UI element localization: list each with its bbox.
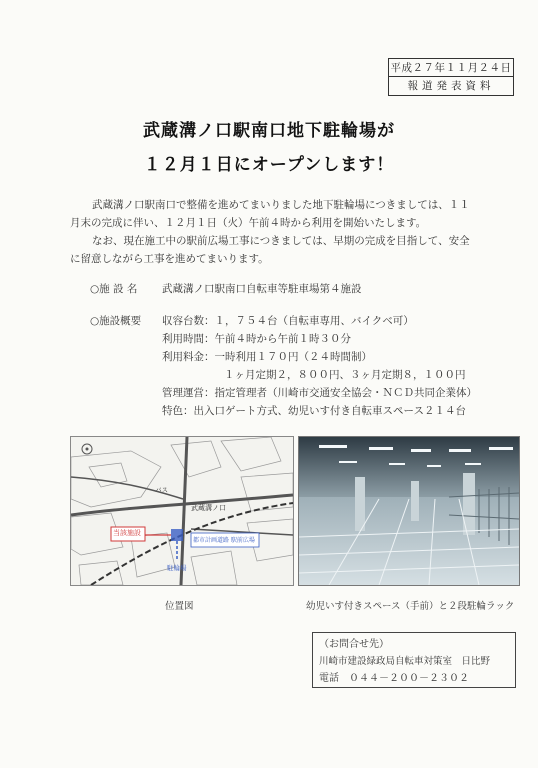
release-date-box xyxy=(388,58,514,96)
location-map xyxy=(70,436,294,586)
parking-photo xyxy=(298,436,520,586)
contact-phone: 電話 ０４４－２００－２３０２ xyxy=(319,673,469,684)
map-caption: 位置図 xyxy=(165,601,194,612)
overview-fee: 利用料金：一時利用１７０円（２４時間制） xyxy=(162,351,372,363)
body-paragraph-1b: 月末の完成に伴い、１２月１日（火）午前４時から利用を開始いたします。 xyxy=(70,217,427,229)
body-paragraph-1a: 武蔵溝ノ口駅南口で整備を進めてまいりました地下駐輪場につきましては、１１ xyxy=(92,199,470,211)
map-callout-label: 当該施設 xyxy=(113,529,141,537)
release-type-label: 報道発表資料 xyxy=(407,80,495,92)
contact-box xyxy=(312,632,516,688)
parking-area-marker xyxy=(171,529,183,541)
overview-fee-periodic: １ヶ月定期２，８００円、３ヶ月定期８，１００円 xyxy=(224,369,466,381)
overview-management: 管理運営：指定管理者（川崎市交通安全協会・ＮＣＤ共同企業体） xyxy=(162,387,477,399)
facility-overview-label: ○施設概要 xyxy=(90,315,142,327)
body-paragraph-2a: なお、現在施工中の駅前広場工事につきましては、早期の完成を目指して、安全 xyxy=(92,235,470,247)
facility-name-value: 武蔵溝ノ口駅南口自転車等駐車場第４施設 xyxy=(162,283,362,295)
map-plaza-label: 都市計画道路 駅前広場 xyxy=(193,537,255,544)
overview-features: 特色：出入口ゲート方式、幼児いす付き自転車スペース２１４台 xyxy=(162,405,466,417)
contact-department: 川崎市建設緑政局自転車対策室 日比野 xyxy=(319,656,491,667)
map-bus-label: バス xyxy=(155,486,168,494)
page-title-line2: １２月１日にオープンします！ xyxy=(143,155,395,175)
map-parking-label: 駐輪場 xyxy=(167,564,187,572)
overview-capacity: 収容台数：１，７５４台（自転車専用、バイクベ可） xyxy=(162,315,414,327)
facility-name-label: ○施 設 名 xyxy=(90,283,138,295)
map-station-label: 武蔵溝ノ口 xyxy=(191,504,226,512)
page-title-line1: 武蔵溝ノ口駅南口地下駐輪場が xyxy=(143,121,395,141)
body-paragraph-2b: に留意しながら工事を進めてまいります。 xyxy=(70,253,269,265)
overview-hours: 利用時間：午前４時から午前１時３０分 xyxy=(162,333,351,345)
photo-caption: 幼児いす付きスペース（手前）と２段駐輪ラック xyxy=(306,601,515,612)
parking-photo-drawing xyxy=(299,437,519,585)
release-date: 平成２７年１１月２４日 xyxy=(389,59,513,77)
contact-heading: （お問合せ先） xyxy=(319,639,389,650)
